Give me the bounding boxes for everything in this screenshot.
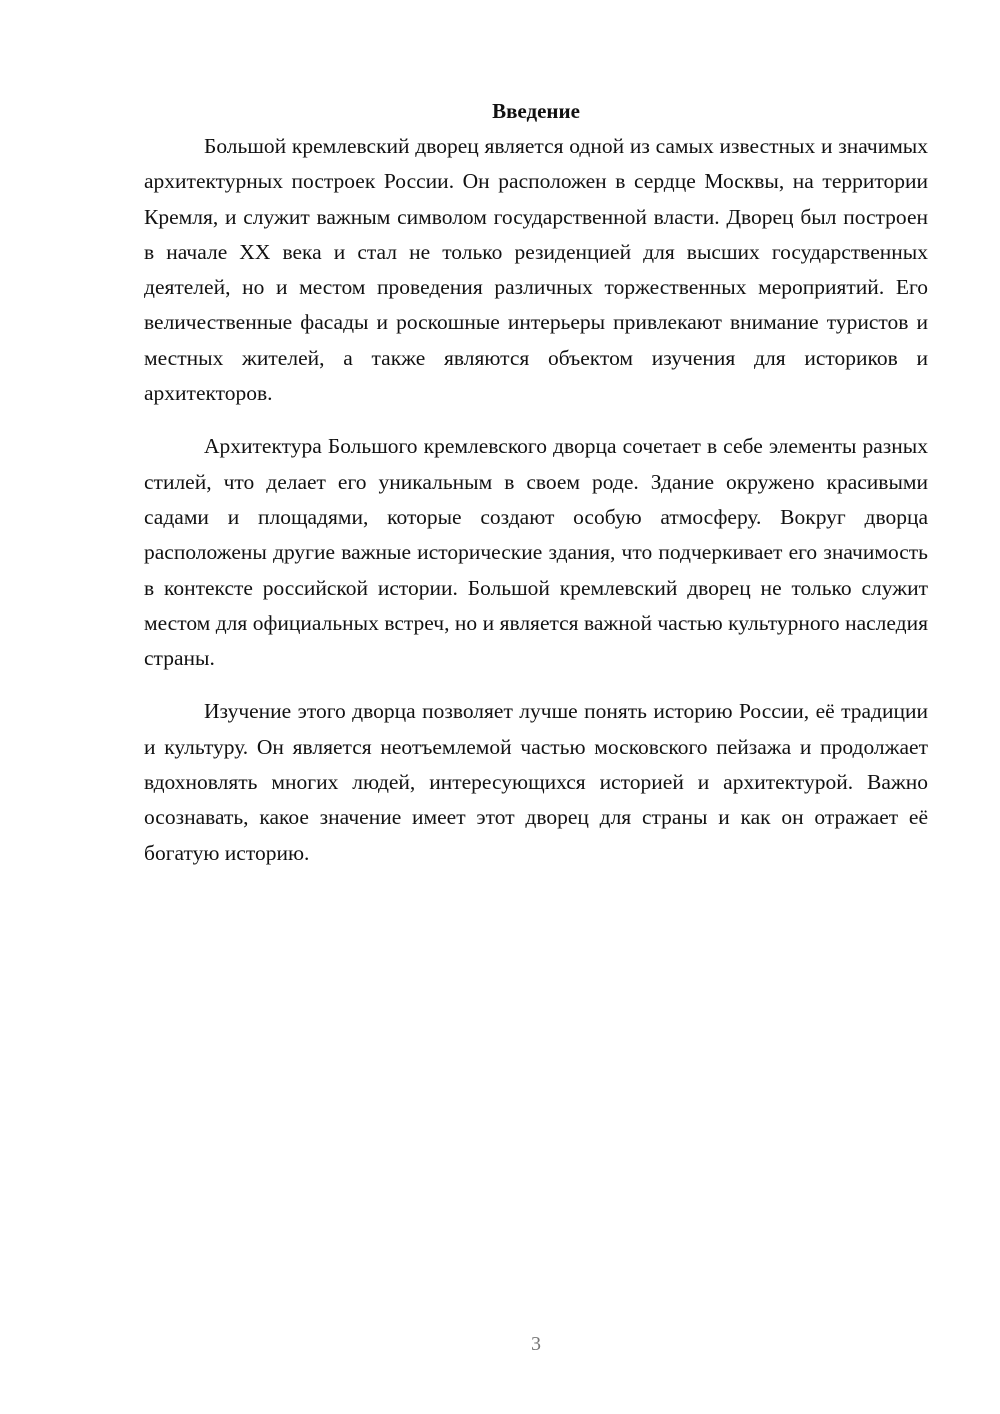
paragraph-3: Изучение этого дворца позволяет лучше понять историю России, её традиции и культуру. Он является неотъемлемой частью московского пейзажа и продолжает вдохновлять многих людей, интересующихся историей и архитектурой. Важно осознавать, какое значение имеет этот дворец для страны и как он отражает её богатую историю. [144, 699, 928, 865]
paragraph-2: Архитектура Большого кремлевского дворца сочетает в себе элементы разных стилей, что делает его уникальным в своем роде. Здание окружено красивыми садами и площадями, которые создают особую атмосферу. Вокруг дворца расположены другие важные исторические здания, что подчеркивает его значимость в контексте российской истории. Большой кремлевский дворец не только служит местом для официальных встреч, но и является важной частью культурного наследия страны. [144, 434, 928, 671]
section-heading: Введение [492, 99, 580, 123]
paragraph-1: Большой кремлевский дворец является одной из самых известных и значимых архитектурных построек России. Он расположен в сердце Москвы, на территории Кремля, и служит важным символом государственной власти. Дворец был построен в начале XX века и стал не только резиденцией для высших государственных деятелей, но и местом проведения различных торжественных мероприятий. Его величественные фасады и роскошные интерьеры привлекают внимание туристов и местных жителей, а также являются объектом изучения для историков и архитекторов. [144, 134, 928, 406]
page-number: 3 [531, 1333, 541, 1355]
document-body [144, 94, 928, 889]
